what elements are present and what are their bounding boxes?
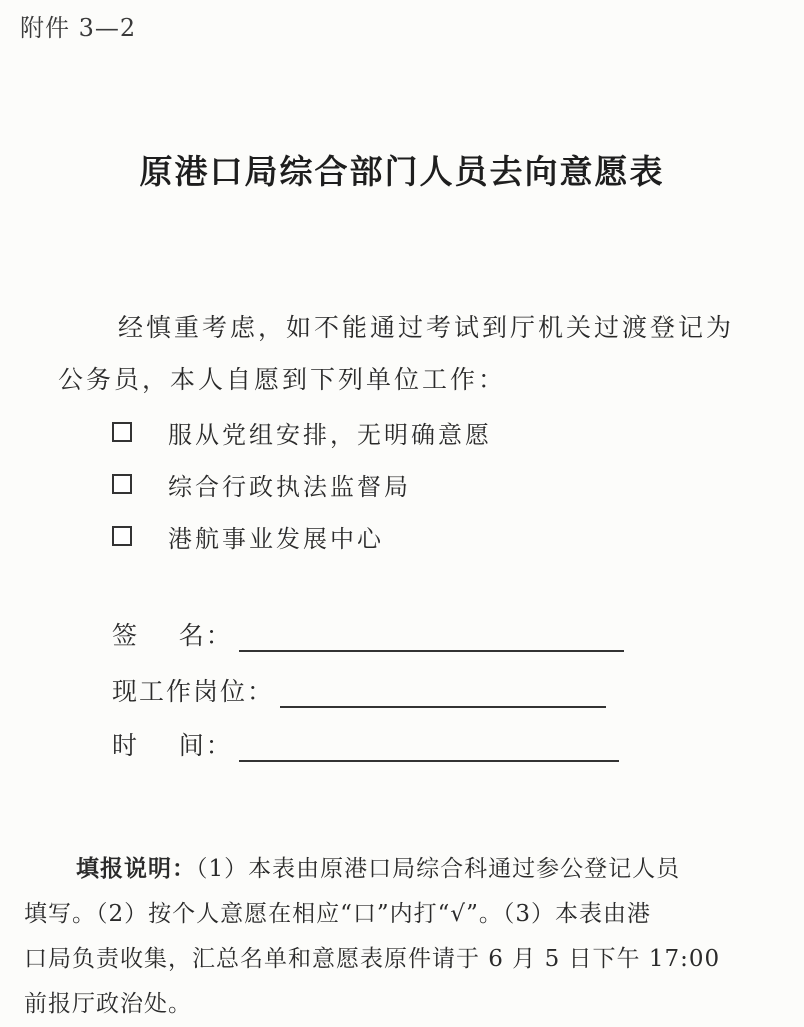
notes-line-1 [24, 846, 794, 892]
intro-line-1: 经慎重考虑，如不能通过考试到厅机关过渡登记为 [118, 313, 735, 342]
option-party-arrangement[interactable] [112, 406, 492, 458]
intro-line-2: 公务员，本人自愿到下列单位工作： [58, 365, 507, 394]
time-field [112, 726, 619, 762]
attachment-label: 附件 3—2 [20, 14, 137, 42]
time-label: 时 间： [112, 731, 233, 760]
checkbox[interactable] [112, 526, 132, 546]
notes-line-4: 前报厅政治处。 [24, 991, 192, 1017]
checkbox[interactable] [112, 474, 132, 494]
notes-line-3: 口局负责收集，汇总名单和意愿表原件请于 6 月 5 日下午 17:00 [24, 946, 721, 972]
position-field [112, 672, 606, 708]
intro-paragraph [58, 302, 758, 406]
notes-heading: 填报说明： [76, 855, 196, 882]
position-line[interactable] [280, 682, 606, 708]
signature-label: 签 名： [112, 621, 233, 650]
option-port-center[interactable] [112, 510, 492, 562]
notes-line-2: 填写。（2）按个人意愿在相应“口”内打“√”。（3）本表由港 [24, 901, 651, 927]
option-label: 服从党组安排，无明确意愿 [168, 420, 492, 449]
option-enforcement-bureau[interactable] [112, 458, 492, 510]
time-line[interactable] [239, 736, 619, 762]
signature-field [112, 616, 624, 652]
signature-line[interactable] [239, 626, 624, 652]
option-label: 综合行政执法监督局 [168, 472, 411, 501]
option-label: 港航事业发展中心 [168, 524, 384, 553]
document-title: 原港口局综合部门人员去向意愿表 [139, 152, 665, 191]
filling-instructions [24, 846, 794, 1027]
position-label: 现工作岗位： [112, 677, 275, 706]
notes-line-1-text: （1）本表由原港口局综合科通过参公登记人员 [196, 856, 681, 882]
option-list [112, 406, 492, 562]
checkbox[interactable] [112, 422, 132, 442]
